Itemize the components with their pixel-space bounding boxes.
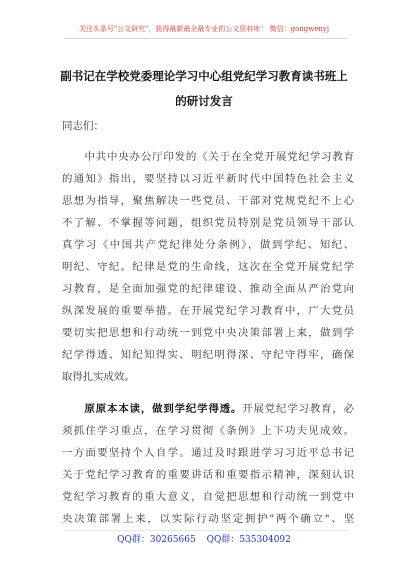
paragraph-line: 纵深发展的重要举措。在开展党纪学习教育中，广大党员 bbox=[62, 305, 354, 317]
header-divider bbox=[64, 38, 348, 39]
paragraph-line-first bbox=[62, 398, 354, 420]
paragraph-line: 取得扎实成效。 bbox=[62, 371, 135, 383]
paragraph-line: 中共中央办公厅印发的《关于在全党开展党纪学习教育 bbox=[62, 151, 354, 163]
paragraph-1 bbox=[62, 146, 354, 388]
paragraph-line: 关于党纪学习教育的重要讲话和重要指示精神，深刻认识 bbox=[62, 469, 354, 481]
document-body bbox=[62, 146, 354, 530]
paragraph-line: 一方面要坚持个人自学。通过及时跟进学习习近平总书记 bbox=[62, 447, 354, 459]
salutation: 同志们： bbox=[62, 120, 104, 132]
paragraph-line-first-rest: 开展党纪学习教育，必 bbox=[242, 403, 355, 415]
page-footer bbox=[0, 532, 408, 545]
header-promo-text: 关注头条号"公文研究"，获得最新最全最专业的公文资料库！ 微信：gongwenyj bbox=[78, 25, 330, 33]
paragraph-line: 的通知》指出，要坚持以习近平新时代中国特色社会主义 bbox=[62, 173, 354, 185]
paragraph-2 bbox=[62, 398, 354, 530]
paragraph-line: 真学习《中国共产党纪律处分条例》，做到学纪、知纪、 bbox=[62, 239, 354, 251]
paragraph-line: 习教育，是全面加强党的纪律建设、推动全面从严治党向 bbox=[62, 283, 354, 295]
footer-qq-group-1: QQ群：30265665 bbox=[117, 535, 196, 545]
paragraph-line: 党纪学习教育的重大意义，自觉把思想和行动统一到党中 bbox=[62, 491, 354, 503]
document-title-line-1: 副书记在学校党委理论学习中心组党纪学习教育读书班上 bbox=[60, 69, 348, 83]
footer-qq-group-2: QQ群：535304092 bbox=[206, 535, 291, 545]
paragraph-line: 明纪、守纪。纪律是党的生命线，这次在全党开展党纪学 bbox=[62, 261, 354, 273]
paragraph-line: 不了解、不掌握等问题，组织党员特别是党员领导干部认 bbox=[62, 217, 354, 229]
paragraph-line: 思想为指导，聚焦解决一些党员、干部对党规党纪不上心 bbox=[62, 195, 354, 207]
page-header bbox=[0, 0, 408, 52]
paragraph-line: 要切实把思想和行动统一到党中央决策部署上来，做到学 bbox=[62, 327, 354, 339]
footer-divider bbox=[64, 530, 348, 531]
section-heading: 原原本本读，做到学纪学得透。 bbox=[84, 403, 243, 415]
paragraph-spacer bbox=[62, 388, 354, 398]
document-title bbox=[0, 64, 408, 114]
paragraph-line: 须抓住学习重点，在学习贯彻《条例》上下功夫见成效。 bbox=[62, 425, 354, 437]
paragraph-line: 央决策部署上来，以实际行动坚定拥护"两个确立"、坚 bbox=[62, 513, 354, 525]
paragraph-line: 纪学得透、知纪知得实、明纪明得深、守纪守得牢，确保 bbox=[62, 349, 354, 361]
document-title-line-2: 的研讨发言 bbox=[175, 94, 233, 108]
